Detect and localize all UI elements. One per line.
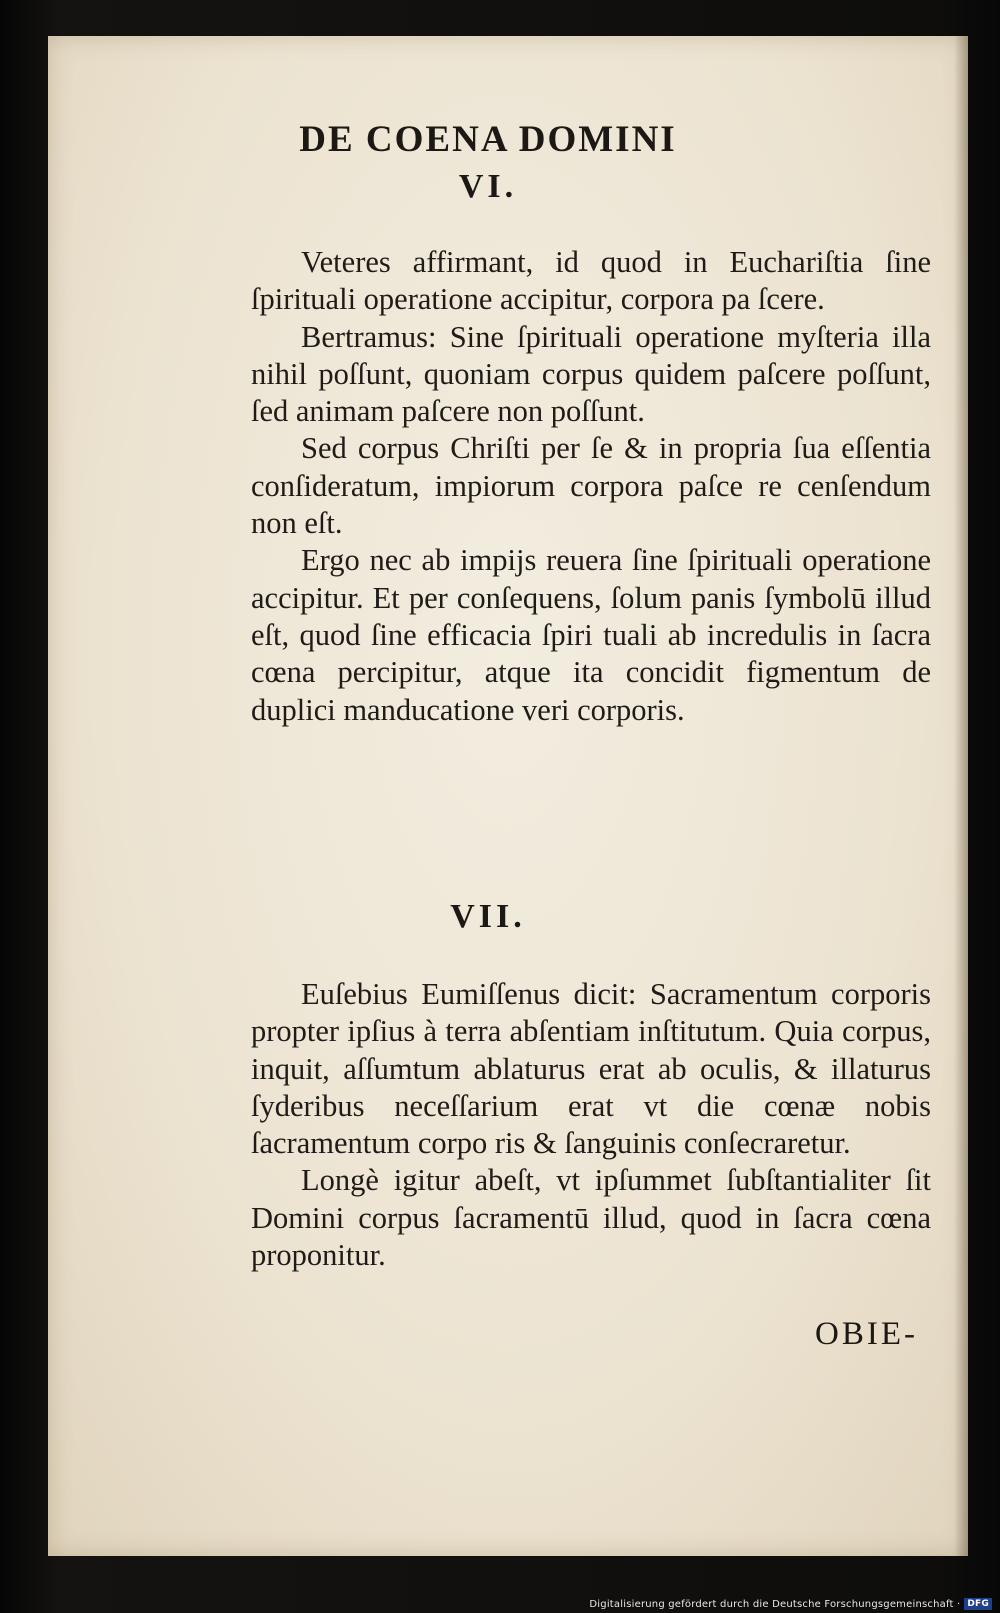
section-number-vii: VII. <box>450 898 526 935</box>
catchword: OBIE- <box>815 1316 918 1352</box>
paragraph: Veteres affirmant, id quod in Euchariſtia ſine ſpirituali operatione accipitur, corpora pa ſcere. <box>251 245 931 317</box>
running-head: DE COENA DOMINI <box>299 119 677 160</box>
section-number-vi: VI. <box>458 168 518 205</box>
paragraph: Sed corpus Chriſti per ſe & in propria ſua eſſentia conſideratum, impiorum corpora paſce re cenſendum non eſt. <box>251 431 931 541</box>
paragraph: Longè igitur abeſt, vt ipſummet ſubſtantialiter ſit Domini corpus ſacramentū illud, quod in ſacra cœna proponitur. <box>251 1163 931 1273</box>
paragraph: Euſebius Eumiſſenus dicit: Sacramentum corporis propter ipſius à terra abſentiam inſtitutum. Quia corpus, inquit, aſſumtum ablaturus erat ab oculis, & illaturus ſyderibus neceſſarium erat vt die cœnæ nobis ſacramentum corpo ris & ſanguinis conſecraretur. <box>251 977 931 1161</box>
section-vi-text <box>251 244 931 729</box>
dfg-logo-icon: DFG <box>964 1598 992 1610</box>
book-page <box>48 36 968 1556</box>
digitization-credit <box>589 1598 992 1610</box>
paragraph: Ergo nec ab impijs reuera ſine ſpirituali operatione accipitur. Et per conſequens, ſolum panis ſymbolū illud eſt, quod ſine efficacia ſpiri tuali ab incredulis in ſacra cœna percipitur, atque ita concidit figmentum de duplici manducatione veri corporis. <box>251 543 931 727</box>
paragraph: Bertramus: Sine ſpirituali operatione myſteria illa nihil poſſunt, quoniam corpus quidem paſcere poſſunt, ſed animam paſcere non poſſunt. <box>251 319 931 429</box>
section-vii-text <box>251 976 931 1274</box>
credit-text: Digitalisierung gefördert durch die Deutsche Forschungsgemeinschaft · <box>589 1598 961 1610</box>
